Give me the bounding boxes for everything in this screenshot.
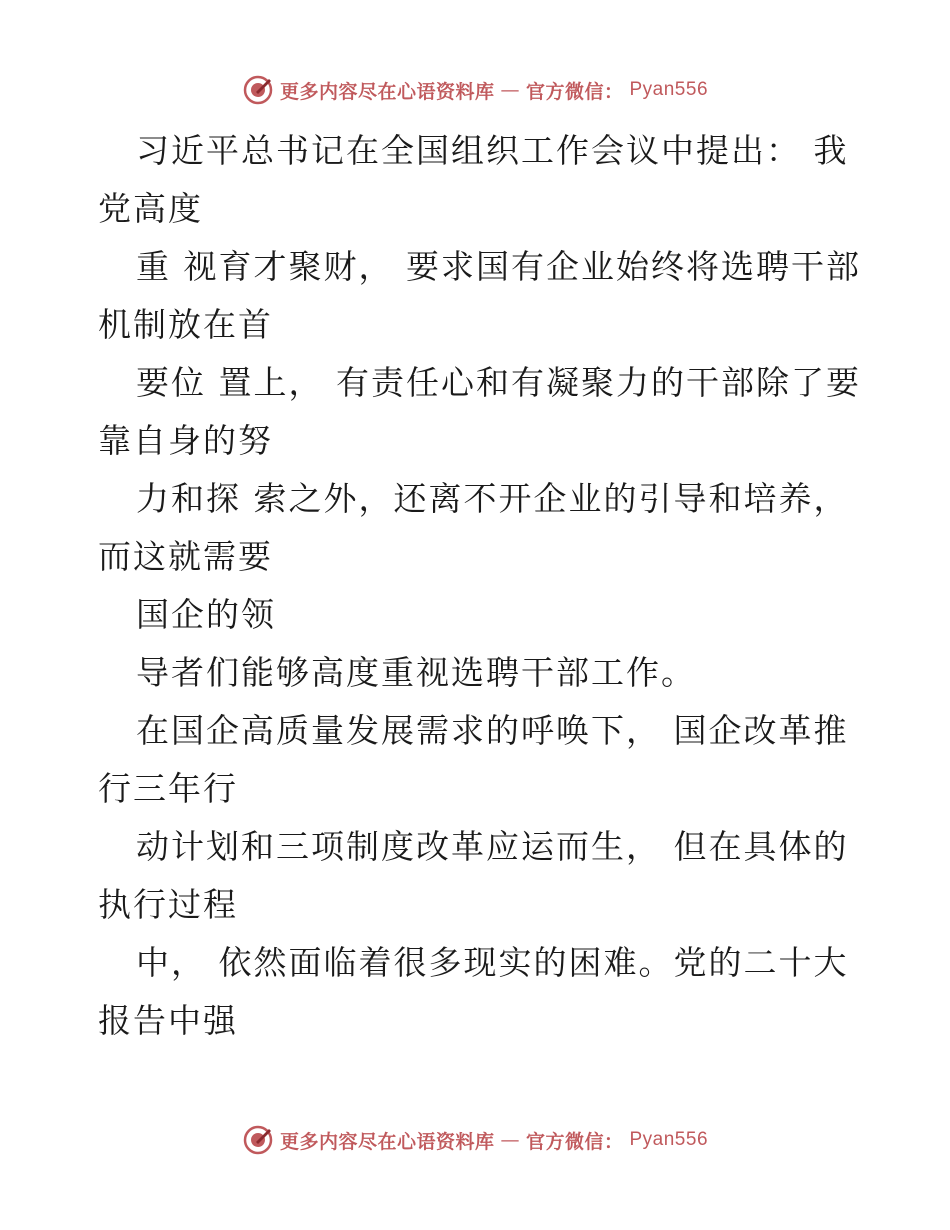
watermark-label: 官方微信： (525, 80, 624, 103)
document-body (98, 122, 861, 1050)
text-line: 动计划和三项制度改革应运而生， 但在具体的 (136, 827, 849, 866)
watermark-text: 更多内容尽在心语资料库 (279, 1130, 495, 1153)
watermark-dash: — (500, 79, 520, 101)
text-line: 靠自身的努 (98, 421, 273, 460)
text-line: 在国企高质量发展需求的呼唤下， 国企改革推 (136, 711, 849, 750)
watermark-handle: Pyan556 (629, 1129, 709, 1150)
text-line: 而这就需要 (98, 537, 273, 576)
text-line: 中， 依然面临着很多现实的困难。党的二十大 (136, 943, 849, 982)
text-line: 力和探 索之外，还离不开企业的引导和培养， (136, 479, 849, 518)
text-line: 习近平总书记在全国组织工作会议中提出： 我 (136, 131, 849, 170)
text-line: 机制放在首 (98, 305, 273, 344)
text-line: 重 视育才聚财， 要求国有企业始终将选聘干部 (136, 247, 861, 286)
text-line: 导者们能够高度重视选聘干部工作。 (136, 653, 696, 692)
text-line: 党高度 (98, 189, 203, 228)
text-line: 行三年行 (98, 769, 238, 808)
pen-logo-icon (242, 74, 274, 106)
text-line: 国企的领 (136, 595, 276, 634)
text-line: 执行过程 (98, 885, 238, 924)
footer-watermark (0, 1124, 950, 1156)
watermark-dash: — (500, 1129, 520, 1151)
watermark-label: 官方微信： (525, 1130, 624, 1153)
header-watermark (0, 74, 950, 106)
watermark-text: 更多内容尽在心语资料库 (279, 80, 495, 103)
watermark-handle: Pyan556 (629, 79, 709, 100)
text-line: 报告中强 (98, 1001, 238, 1040)
text-line: 要位 置上， 有责任心和有凝聚力的干部除了要 (136, 363, 861, 402)
pen-logo-icon (242, 1124, 274, 1156)
